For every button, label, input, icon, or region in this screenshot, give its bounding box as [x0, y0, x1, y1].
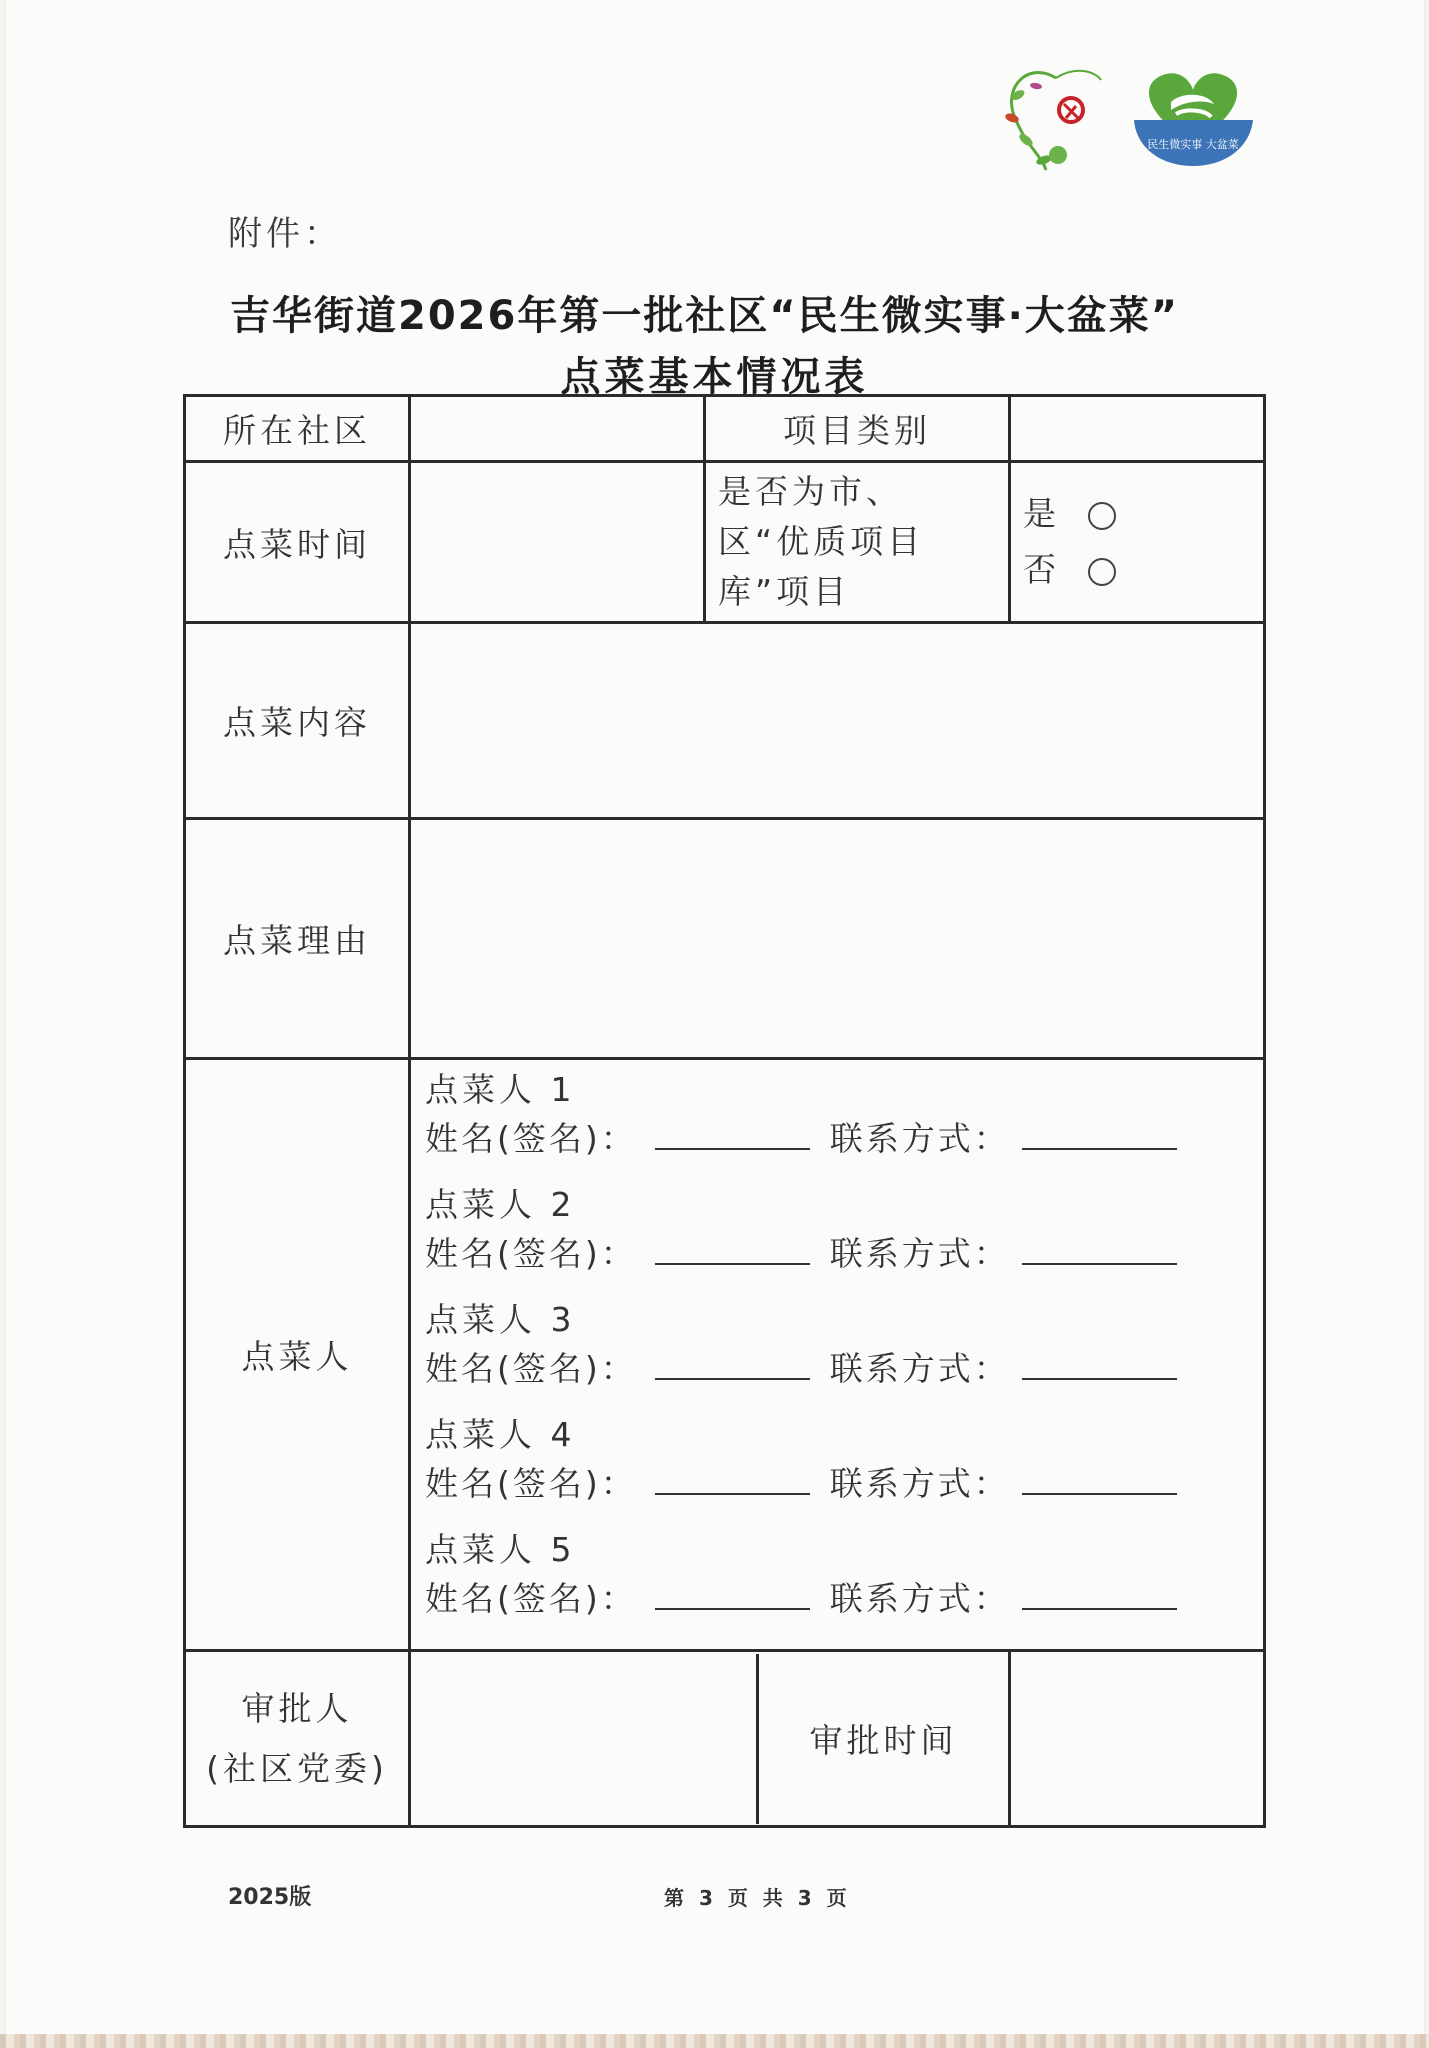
table-row [185, 396, 1265, 462]
approver-field[interactable] [411, 1654, 759, 1824]
category-label: 项目类别 [705, 396, 1010, 462]
orderer-entry-1 [425, 1068, 1263, 1183]
yes-radio-icon[interactable] [1088, 502, 1116, 530]
yes-label: 是 [1023, 494, 1060, 533]
orderer-entry-5 [425, 1528, 1263, 1643]
minsheng-dapencai-logo [1126, 62, 1261, 172]
name-signature-field[interactable] [655, 1461, 810, 1495]
category-field[interactable] [1010, 396, 1265, 462]
order-time-label: 点菜时间 [185, 462, 410, 623]
reason-label: 点菜理由 [185, 819, 410, 1059]
no-option[interactable] [1023, 542, 1263, 598]
reason-field[interactable] [410, 819, 1265, 1059]
orderer-title: 点菜人 3 [425, 1300, 576, 1339]
approver-label-line2: (社区党委) [206, 1748, 388, 1788]
table-row [185, 462, 1265, 623]
table-row [185, 1651, 1265, 1827]
contact-field[interactable] [1022, 1231, 1177, 1265]
name-signature-field[interactable] [655, 1576, 810, 1610]
bottom-edge-strip [0, 2034, 1429, 2048]
no-label: 否 [1023, 550, 1060, 589]
orderer-title: 点菜人 5 [425, 1530, 576, 1569]
order-info-table [183, 394, 1266, 1828]
table-row [185, 1059, 1265, 1651]
approver-field-cell [410, 1651, 1010, 1827]
document-subtitle: 点菜基本情况表 [560, 354, 869, 400]
content-label: 点菜内容 [185, 623, 410, 819]
yes-option[interactable] [1023, 486, 1263, 542]
orderer-entry-4 [425, 1413, 1263, 1528]
community-field[interactable] [410, 396, 705, 462]
orderer-title: 点菜人 1 [425, 1070, 576, 1109]
approver-label-line1: 审批人 [241, 1688, 353, 1728]
contact-field[interactable] [1022, 1576, 1177, 1610]
table-row [185, 623, 1265, 819]
approval-time-field[interactable] [1010, 1651, 1265, 1827]
name-signature-label: 姓名(签名)： [425, 1234, 637, 1273]
orderer-title: 点菜人 2 [425, 1185, 576, 1224]
version-label: 2025版 [228, 1885, 312, 1910]
logo-right-text: 民生微实事 大盆菜 [1147, 138, 1239, 151]
quality-question-label: 是否为市、区“优质项目库”项目 [705, 462, 1010, 623]
contact-label: 联系方式： [829, 1234, 1010, 1273]
content-field[interactable] [410, 623, 1265, 819]
approval-time-label: 审批时间 [809, 1721, 958, 1760]
contact-field[interactable] [1022, 1116, 1177, 1150]
contact-field[interactable] [1022, 1461, 1177, 1495]
no-radio-icon[interactable] [1088, 558, 1116, 586]
name-signature-label: 姓名(签名)： [425, 1349, 637, 1388]
name-signature-field[interactable] [655, 1231, 810, 1265]
table-row [185, 819, 1265, 1059]
contact-label: 联系方式： [829, 1349, 1010, 1388]
name-signature-field[interactable] [655, 1116, 810, 1150]
contact-label: 联系方式： [829, 1464, 1010, 1503]
approver-label [185, 1651, 410, 1827]
quality-choice-cell [1010, 462, 1265, 623]
name-signature-label: 姓名(签名)： [425, 1579, 637, 1618]
page-number: 第 3 页 共 3 页 [664, 1886, 851, 1910]
community-label: 所在社区 [185, 396, 410, 462]
orderer-list [410, 1059, 1265, 1651]
contact-label: 联系方式： [829, 1579, 1010, 1618]
order-time-field[interactable] [410, 462, 705, 623]
party-vine-logo [996, 60, 1106, 180]
orderer-entry-2 [425, 1183, 1263, 1298]
orderer-label: 点菜人 [185, 1059, 410, 1651]
document-title: 吉华街道2026年第一批社区“民生微实事·大盆菜” [230, 293, 1180, 339]
contact-label: 联系方式： [829, 1119, 1010, 1158]
orderer-entry-3 [425, 1298, 1263, 1413]
name-signature-label: 姓名(签名)： [425, 1464, 637, 1503]
name-signature-field[interactable] [655, 1346, 810, 1380]
name-signature-label: 姓名(签名)： [425, 1119, 637, 1158]
annex-label: 附件： [228, 214, 342, 254]
contact-field[interactable] [1022, 1346, 1177, 1380]
orderer-title: 点菜人 4 [425, 1415, 576, 1454]
